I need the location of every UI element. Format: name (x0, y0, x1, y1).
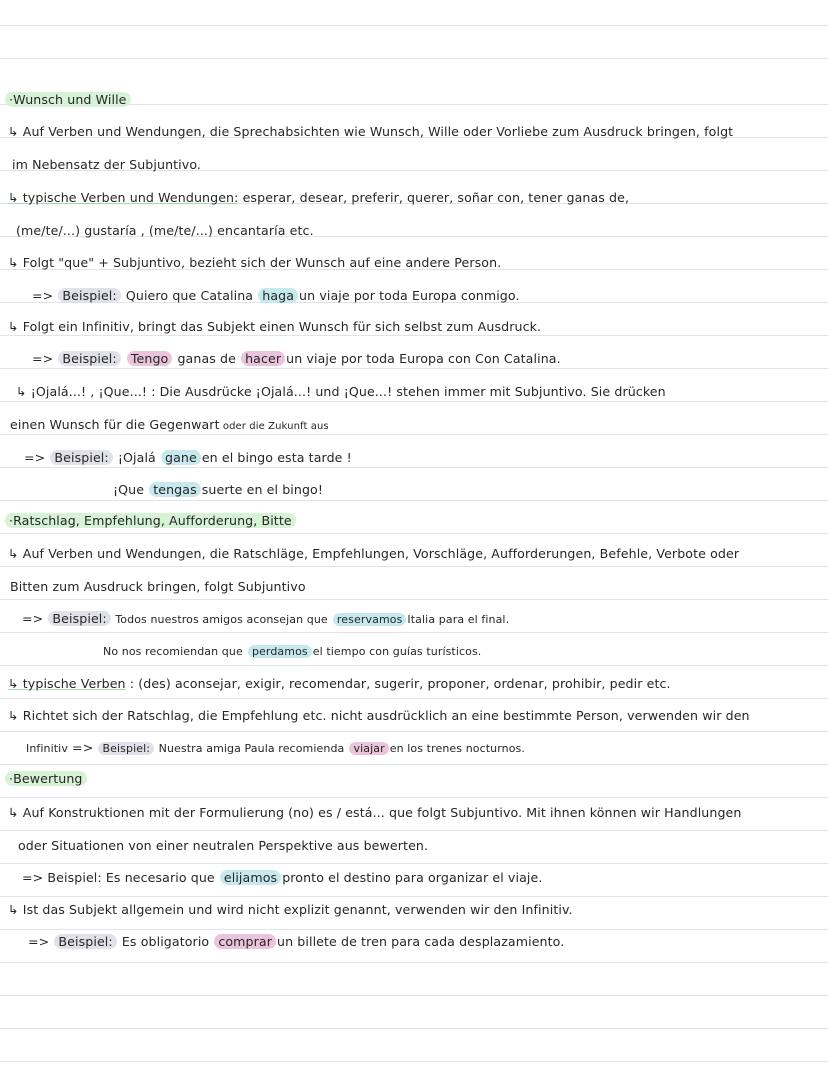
note-line (16, 222, 314, 240)
note-text: pronto el destino para organizar el viaje. (282, 870, 543, 885)
note-text: suerte en el bingo! (201, 482, 324, 497)
highlight-verb: elijamos (220, 870, 281, 885)
beispiel-label: Beispiel: (98, 742, 154, 755)
heading-text: ·Ratschlag, Empfehlung, Aufforderung, Bitte (5, 513, 296, 528)
note-text: ¡Que (113, 482, 145, 497)
note-text: im Nebensatz der Subjuntivo. (12, 157, 202, 172)
note-text: el tiempo con guías turísticos. (312, 645, 482, 658)
note-text: Es obligatorio (117, 934, 210, 949)
note-line (8, 545, 739, 563)
note-text: un viaje por toda Europa con Con Catalina. (286, 351, 561, 366)
arrow-icon: => (32, 351, 54, 366)
note-line (10, 578, 306, 596)
heading-ratschlag (4, 512, 297, 530)
note-text: en el bingo esta tarde ! (201, 450, 352, 465)
note-text: ¡Ojalá (113, 450, 156, 465)
note-text: Italia para el final. (407, 613, 510, 626)
highlight-verb: gane (161, 450, 201, 465)
arrow-icon: => (32, 288, 54, 303)
note-text: ↳ Ist das Subjekt allgemein und wird nicht explizit genannt, verwenden wir den Infinitiv. (8, 902, 573, 917)
highlight-verb: Tengo (127, 351, 172, 366)
note-text: ganas de (173, 351, 236, 366)
note-text: Es necesario que (101, 870, 215, 885)
note-text: : (des) aconsejar, exigir, recomendar, sugerir, proponer, ordenar, prohibir, pedir etc. (125, 676, 671, 691)
heading-text: ·Bewertung (5, 771, 87, 786)
note-line (8, 123, 733, 141)
arrow-icon: => (67, 740, 94, 755)
note-line (8, 804, 741, 822)
beispiel-label: Beispiel: (58, 288, 120, 303)
note-text: Infinitiv (26, 742, 68, 755)
note-text: esperar, desear, preferir, querer, soñar con, tener ganas de, (238, 190, 630, 205)
example-line (113, 481, 323, 499)
example-line (24, 449, 352, 467)
note-line (16, 383, 666, 401)
note-text: ↳ ¡Ojalá...! , ¡Que...! : Die Ausdrücke ¡Ojalá...! und ¡Que...! stehen immer mit Subjuntivo. Sie drücken (16, 384, 666, 399)
highlight-verb: tengas (149, 482, 201, 497)
note-line (8, 318, 541, 336)
note-line (10, 416, 329, 436)
note-text: No nos recomiendan que (103, 645, 243, 658)
example-line (32, 287, 520, 305)
note-text: un billete de tren para cada desplazamiento. (277, 934, 565, 949)
note-text: ↳ Auf Verben und Wendungen, die Sprechabsichten wie Wunsch, Wille oder Vorliebe zum Ausdruck bringen, folgt (8, 124, 734, 139)
arrow-icon: => (28, 934, 50, 949)
note-text: ↳ typische Verben und Wendungen: (8, 190, 239, 205)
highlight-verb: viajar (349, 742, 388, 755)
example-line (22, 869, 542, 887)
highlight-verb: comprar (214, 934, 276, 949)
heading-bewertung (4, 770, 88, 788)
note-line (8, 901, 573, 919)
heading-wunsch-und-wille (4, 91, 132, 109)
note-text: ↳ Auf Konstruktionen mit der Formulierung (no) es / está... que folgt Subjuntivo. Mit ihnen können wir Handlungen (8, 805, 742, 820)
note-text: un viaje por toda Europa conmigo. (299, 288, 520, 303)
note-text: en los trenes nocturnos. (389, 742, 525, 755)
arrow-icon: => (22, 611, 44, 626)
arrow-icon: => (22, 870, 44, 885)
note-text: einen Wunsch für die Gegenwart (10, 417, 220, 432)
note-text: Todos nuestros amigos aconsejan que (111, 613, 328, 626)
beispiel-label: Beispiel: (58, 351, 120, 366)
note-text: ↳ Richtet sich der Ratschlag, die Empfehlung etc. nicht ausdrücklich an eine bestimmte Person, verwenden wir den (8, 708, 750, 723)
note-text: Nuestra amiga Paula recomienda (155, 742, 345, 755)
note-text: Bitten zum Ausdruck bringen, folgt Subjuntivo (10, 579, 306, 594)
note-line (18, 837, 428, 855)
note-text: ↳ typische Verben (8, 676, 126, 691)
highlight-verb: perdamos (248, 645, 312, 658)
note-text: oder die Zukunft aus (219, 421, 329, 432)
heading-text: ·Wunsch und Wille (5, 92, 131, 107)
note-text: ↳ Auf Verben und Wendungen, die Ratschläge, Empfehlungen, Vorschläge, Aufforderungen, Befehle, Verbote oder (8, 546, 740, 561)
example-line (28, 933, 564, 951)
highlight-verb: haga (258, 288, 298, 303)
note-line (12, 156, 201, 174)
note-text: ↳ Folgt ein Infinitiv, bringt das Subjekt einen Wunsch für sich selbst zum Ausdruck. (8, 319, 542, 334)
note-line (8, 254, 501, 272)
example-line (32, 350, 561, 368)
beispiel-label: Beispiel: (47, 870, 102, 885)
highlight-verb: reservamos (333, 613, 407, 626)
highlight-verb: hacer (241, 351, 285, 366)
beispiel-label: Beispiel: (48, 611, 110, 626)
note-line (8, 675, 671, 693)
note-text: (me/te/...) gustaría , (me/te/...) encantaría etc. (16, 223, 314, 238)
beispiel-label: Beispiel: (54, 934, 116, 949)
note-line (8, 707, 750, 725)
note-text: ↳ Folgt "que" + Subjuntivo, bezieht sich der Wunsch auf eine andere Person. (8, 255, 502, 270)
beispiel-label: Beispiel: (50, 450, 112, 465)
note-text: Quiero que Catalina (121, 288, 254, 303)
arrow-icon: => (24, 450, 46, 465)
example-line (26, 739, 525, 758)
example-line (22, 610, 509, 629)
example-line (103, 642, 481, 661)
note-text: oder Situationen von einer neutralen Perspektive aus bewerten. (18, 838, 429, 853)
note-line (8, 189, 629, 207)
